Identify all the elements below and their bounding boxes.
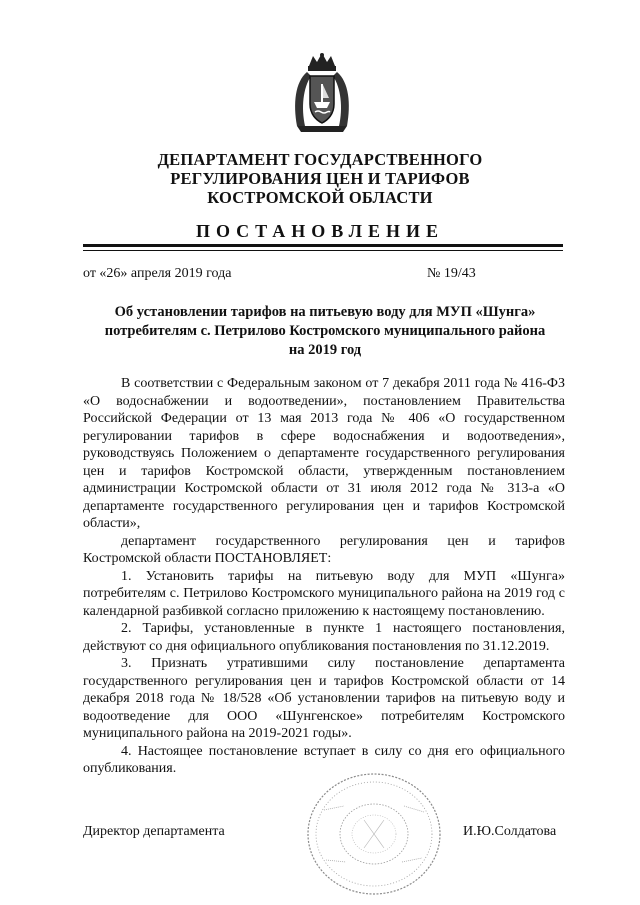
subject-line-1: Об установлении тарифов на питьевую воду для МУП «Шунга»: [114, 304, 536, 320]
preamble-paragraph: В соответствии с Федеральным законом от 7 декабря 2011 года № 416-ФЗ «О водоснабжении и водоотведении», постановлением Правительства Российской Федерации от 13 мая 2013 года № 406 «О государственном регулировании тарифов в сфере водоснабжения и водоотведения», руководствуясь Положением о департаменте государственного регулирования цен и тарифов Костромской области, утвержденным постановлением администрации Костромской области от 31 июля 2012 года № 313-а «О департаменте государственного регулирования цен и тарифов Костромской области»,: [83, 376, 565, 531]
subject-line-3: на 2019 год: [288, 342, 362, 358]
item-paragraph-3: 3. Признать утратившими силу постановление департамента государственного регулирования цен и тарифов Костромской области от 14 декабря 2018 года № 18/528 «Об установлении тарифов на питьевую воду и водоотведение для ООО «Шунгенское» потребителям Костромского муниципального района на 2019-2021 годы».: [83, 656, 565, 741]
document-type: ПОСТАНОВЛЕНИЕ: [195, 221, 445, 241]
item-paragraph-1: 1. Установить тарифы на питьевую воду для МУП «Шунга» потребителям с. Петрилово Костромского муниципального района на 2019 год с календарной разбивкой согласно приложению к настоящему постановлению.: [83, 568, 565, 619]
header-rule-thin: [83, 250, 563, 251]
document-subject: [95, 303, 555, 360]
department-name: [0, 150, 640, 207]
signer-title: Директор департамента: [83, 824, 225, 839]
coat-of-arms-icon: [291, 52, 353, 136]
header-rule-thick: [83, 244, 563, 247]
subject-line-2: потребителям с. Петрилово Костромского муниципального района: [104, 323, 546, 339]
document-body: [83, 375, 565, 778]
department-line-3: КОСТРОМСКОЙ ОБЛАСТИ: [207, 188, 433, 207]
official-stamp-icon: [304, 770, 444, 898]
department-line-2: РЕГУЛИРОВАНИЯ ЦЕН И ТАРИФОВ: [170, 169, 470, 188]
document-date: от «26» апреля 2019 года: [83, 266, 232, 281]
document-number: № 19/43: [427, 266, 476, 281]
signer-name: И.Ю.Солдатова: [463, 824, 557, 839]
resolves-paragraph: департамент государственного регулирования цен и тарифов Костромской области ПОСТАНОВЛЯЕТ:: [83, 533, 565, 566]
department-line-1: ДЕПАРТАМЕНТ ГОСУДАРСТВЕННОГО: [157, 150, 483, 169]
item-paragraph-2: 2. Тарифы, установленные в пункте 1 настоящего постановления, действуют со дня официального опубликования постановления по 31.12.2019.: [83, 621, 565, 654]
item-paragraph-4: 4. Настоящее постановление вступает в силу со дня его официального опубликования.: [83, 743, 565, 776]
